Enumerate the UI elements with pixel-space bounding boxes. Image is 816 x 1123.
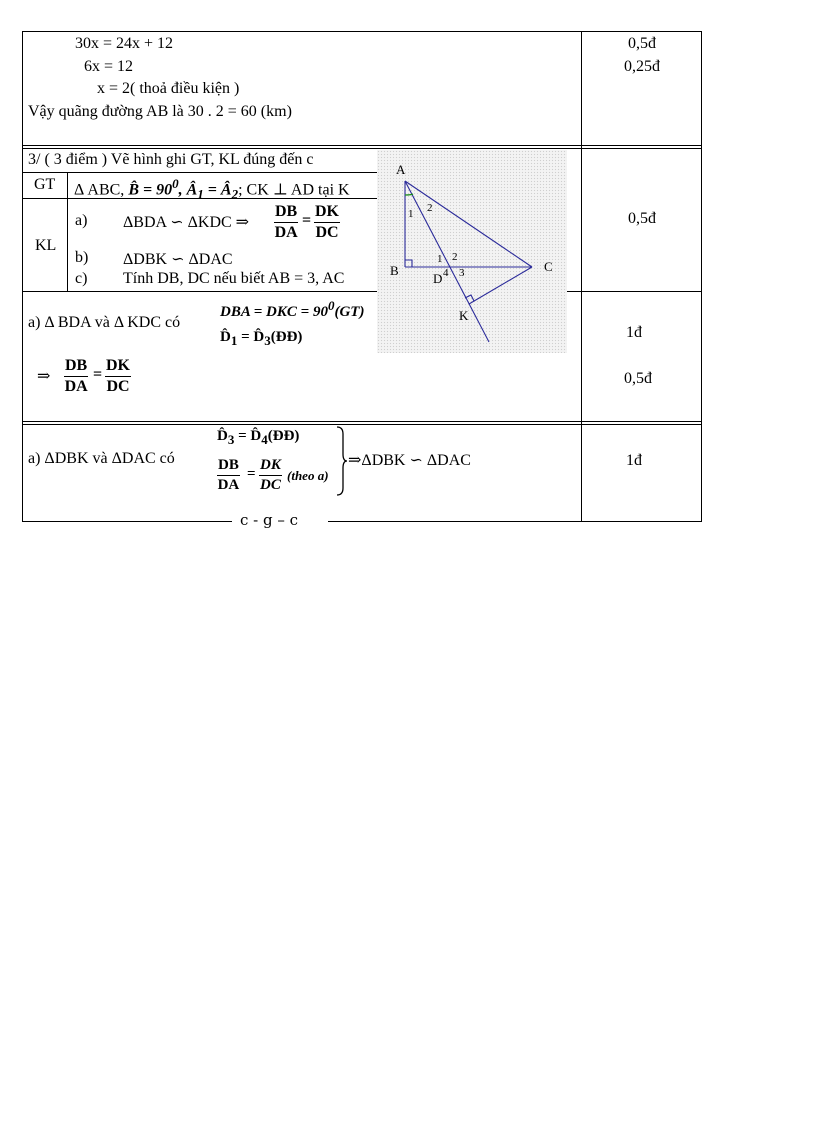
problem-intro: 3/ ( 3 điểm ) Vẽ hình ghi GT, KL đúng đến c (28, 151, 314, 168)
gt-angle-b: B̂ = 90 (128, 181, 173, 199)
row3-intro: a) Δ BDA và Δ KDC có (28, 314, 181, 331)
right-angle-b (405, 260, 412, 267)
row4-result: ⇒ΔDBK ∽ ΔDAC (348, 452, 471, 469)
equation-line-3: x = 2( thoả điều kiện ) (97, 80, 240, 97)
gtkl-line-top (22, 172, 378, 173)
row3-frac-equals: = (93, 366, 103, 383)
row4-cond1-note: (ĐĐ) (267, 428, 300, 444)
table-border-right (701, 31, 702, 522)
equation-line-2: 6x = 12 (84, 58, 134, 75)
gt-sub-2: 2 (231, 186, 239, 202)
row-divider-3 (22, 421, 702, 422)
table-bottom-right (328, 521, 702, 522)
label-b: B (390, 263, 399, 278)
score-row2: 0,5đ (628, 210, 656, 227)
row3-cond2-d3: D̂ (253, 329, 265, 345)
gt-sub-1: 1 (197, 186, 204, 202)
kl-c-text: Tính DB, DC nếu biết AB = 3, AC (123, 270, 345, 287)
kl-a-num-2: DK (314, 204, 340, 223)
kl-b-text: ΔDBK ∽ ΔDAC (123, 251, 233, 268)
score-column-divider (581, 31, 582, 522)
label-a: A (396, 162, 406, 177)
row3-condition-1 (220, 298, 364, 321)
gt-degree: 0 (172, 176, 179, 191)
score-row1-b: 0,25đ (624, 58, 660, 75)
label-k: K (459, 308, 469, 323)
row3-fraction-1 (64, 358, 88, 395)
gt-angle-a1: Â (186, 181, 198, 199)
row3-den-1: DA (64, 378, 88, 395)
row4-cond1-d3: D̂ (217, 428, 228, 444)
kl-a-frac-equals: = (302, 212, 312, 229)
row3-cond2-d1: D̂ (220, 329, 231, 345)
score-row3-b: 0,5đ (624, 370, 652, 387)
geometry-figure (377, 150, 567, 353)
row4-num-2: DK (259, 458, 282, 476)
row3-num-2: DK (105, 358, 131, 377)
footer-cgc: c - g – c (240, 511, 299, 529)
gtkl-divider-vertical (67, 172, 68, 291)
kl-a-den-2: DC (315, 224, 339, 241)
kl-label: KL (35, 237, 57, 254)
segment-ck (469, 267, 532, 304)
kl-a-fraction-2 (314, 204, 340, 241)
label-c: C (544, 259, 553, 274)
gt-triangle: Δ ABC, (74, 181, 125, 199)
gt-equals: = (207, 181, 217, 199)
row4-cond1-eq: = (238, 428, 247, 444)
line-adk (405, 181, 489, 342)
triangle-diagram (377, 150, 567, 353)
row4-cond1-d4: D̂ (250, 428, 262, 444)
label-d: D (433, 271, 443, 286)
gt-comma: , (178, 181, 187, 199)
row-divider-3b (22, 424, 702, 425)
row3-fraction-2 (105, 358, 131, 395)
row3-num-1: DB (64, 358, 88, 377)
row4-fraction-2 (259, 458, 282, 493)
row4-cond1-sub4: 4 (261, 432, 268, 447)
angle-label-a2: 2 (427, 202, 433, 214)
gt-content (74, 176, 350, 203)
row4-fraction-1 (217, 458, 240, 493)
row3-cond2-eq: = (241, 329, 250, 345)
kl-a-text: ΔBDA ∽ ΔKDC ⇒ (123, 214, 250, 231)
row4-den-1: DA (217, 477, 240, 493)
gt-label: GT (34, 176, 56, 193)
angle-label-d3: 3 (459, 267, 465, 279)
segment-ac (405, 181, 532, 267)
conclusion-line: Vậy quãng đường AB là 30 . 2 = 60 (km) (28, 103, 292, 120)
row3-cond2-sub1: 1 (230, 333, 238, 348)
table-border-left (22, 31, 23, 522)
gt-angle-a2: Â (220, 181, 232, 199)
row4-den-2: DC (260, 477, 281, 493)
kl-c-label: c) (75, 270, 88, 287)
row3-cond1-text: DBA = DKC = 90 (220, 304, 328, 320)
angle-label-d4: 4 (443, 267, 449, 279)
row3-cond1-degree: 0 (327, 298, 335, 313)
row4-intro: a) ΔDBK và ΔDAC có (28, 450, 175, 467)
row3-den-2: DC (106, 378, 130, 395)
row3-cond2-sub3: 3 (264, 333, 271, 348)
table-border-top (22, 31, 702, 32)
kl-b-label: b) (75, 249, 89, 266)
gt-ck-text: ; CK ⊥ AD tại K (238, 181, 350, 199)
kl-a-fraction-1 (274, 204, 298, 241)
score-row4: 1đ (626, 452, 642, 469)
angle-label-a1: 1 (408, 208, 414, 220)
row3-condition-2 (220, 329, 302, 349)
row3-cond2-note: (ĐĐ) (270, 329, 303, 345)
row4-condition-1 (217, 428, 299, 448)
row3-cond1-gt: (GT) (334, 304, 365, 320)
equation-line-1: 30x = 24x + 12 (75, 35, 174, 52)
row4-cond1-sub3: 3 (227, 432, 235, 447)
row4-frac-equals: = (247, 466, 256, 482)
kl-a-num-1: DB (274, 204, 298, 223)
row4-num-1: DB (217, 458, 240, 476)
row4-brace (336, 426, 348, 496)
row-divider-2 (22, 291, 702, 292)
row4-cond2-note: (theo a) (287, 468, 329, 483)
row3-implies: ⇒ (37, 368, 51, 385)
kl-a-label: a) (75, 212, 88, 229)
score-row3-a: 1đ (626, 324, 642, 341)
row-divider-1 (22, 145, 702, 146)
angle-arc-a (405, 194, 413, 195)
score-row1-a: 0,5đ (628, 35, 656, 52)
table-bottom-left (22, 521, 232, 522)
angle-label-d2: 2 (452, 251, 458, 263)
angle-label-d1: 1 (437, 253, 443, 265)
row-divider-1b (22, 148, 702, 149)
kl-a-den-1: DA (274, 224, 298, 241)
